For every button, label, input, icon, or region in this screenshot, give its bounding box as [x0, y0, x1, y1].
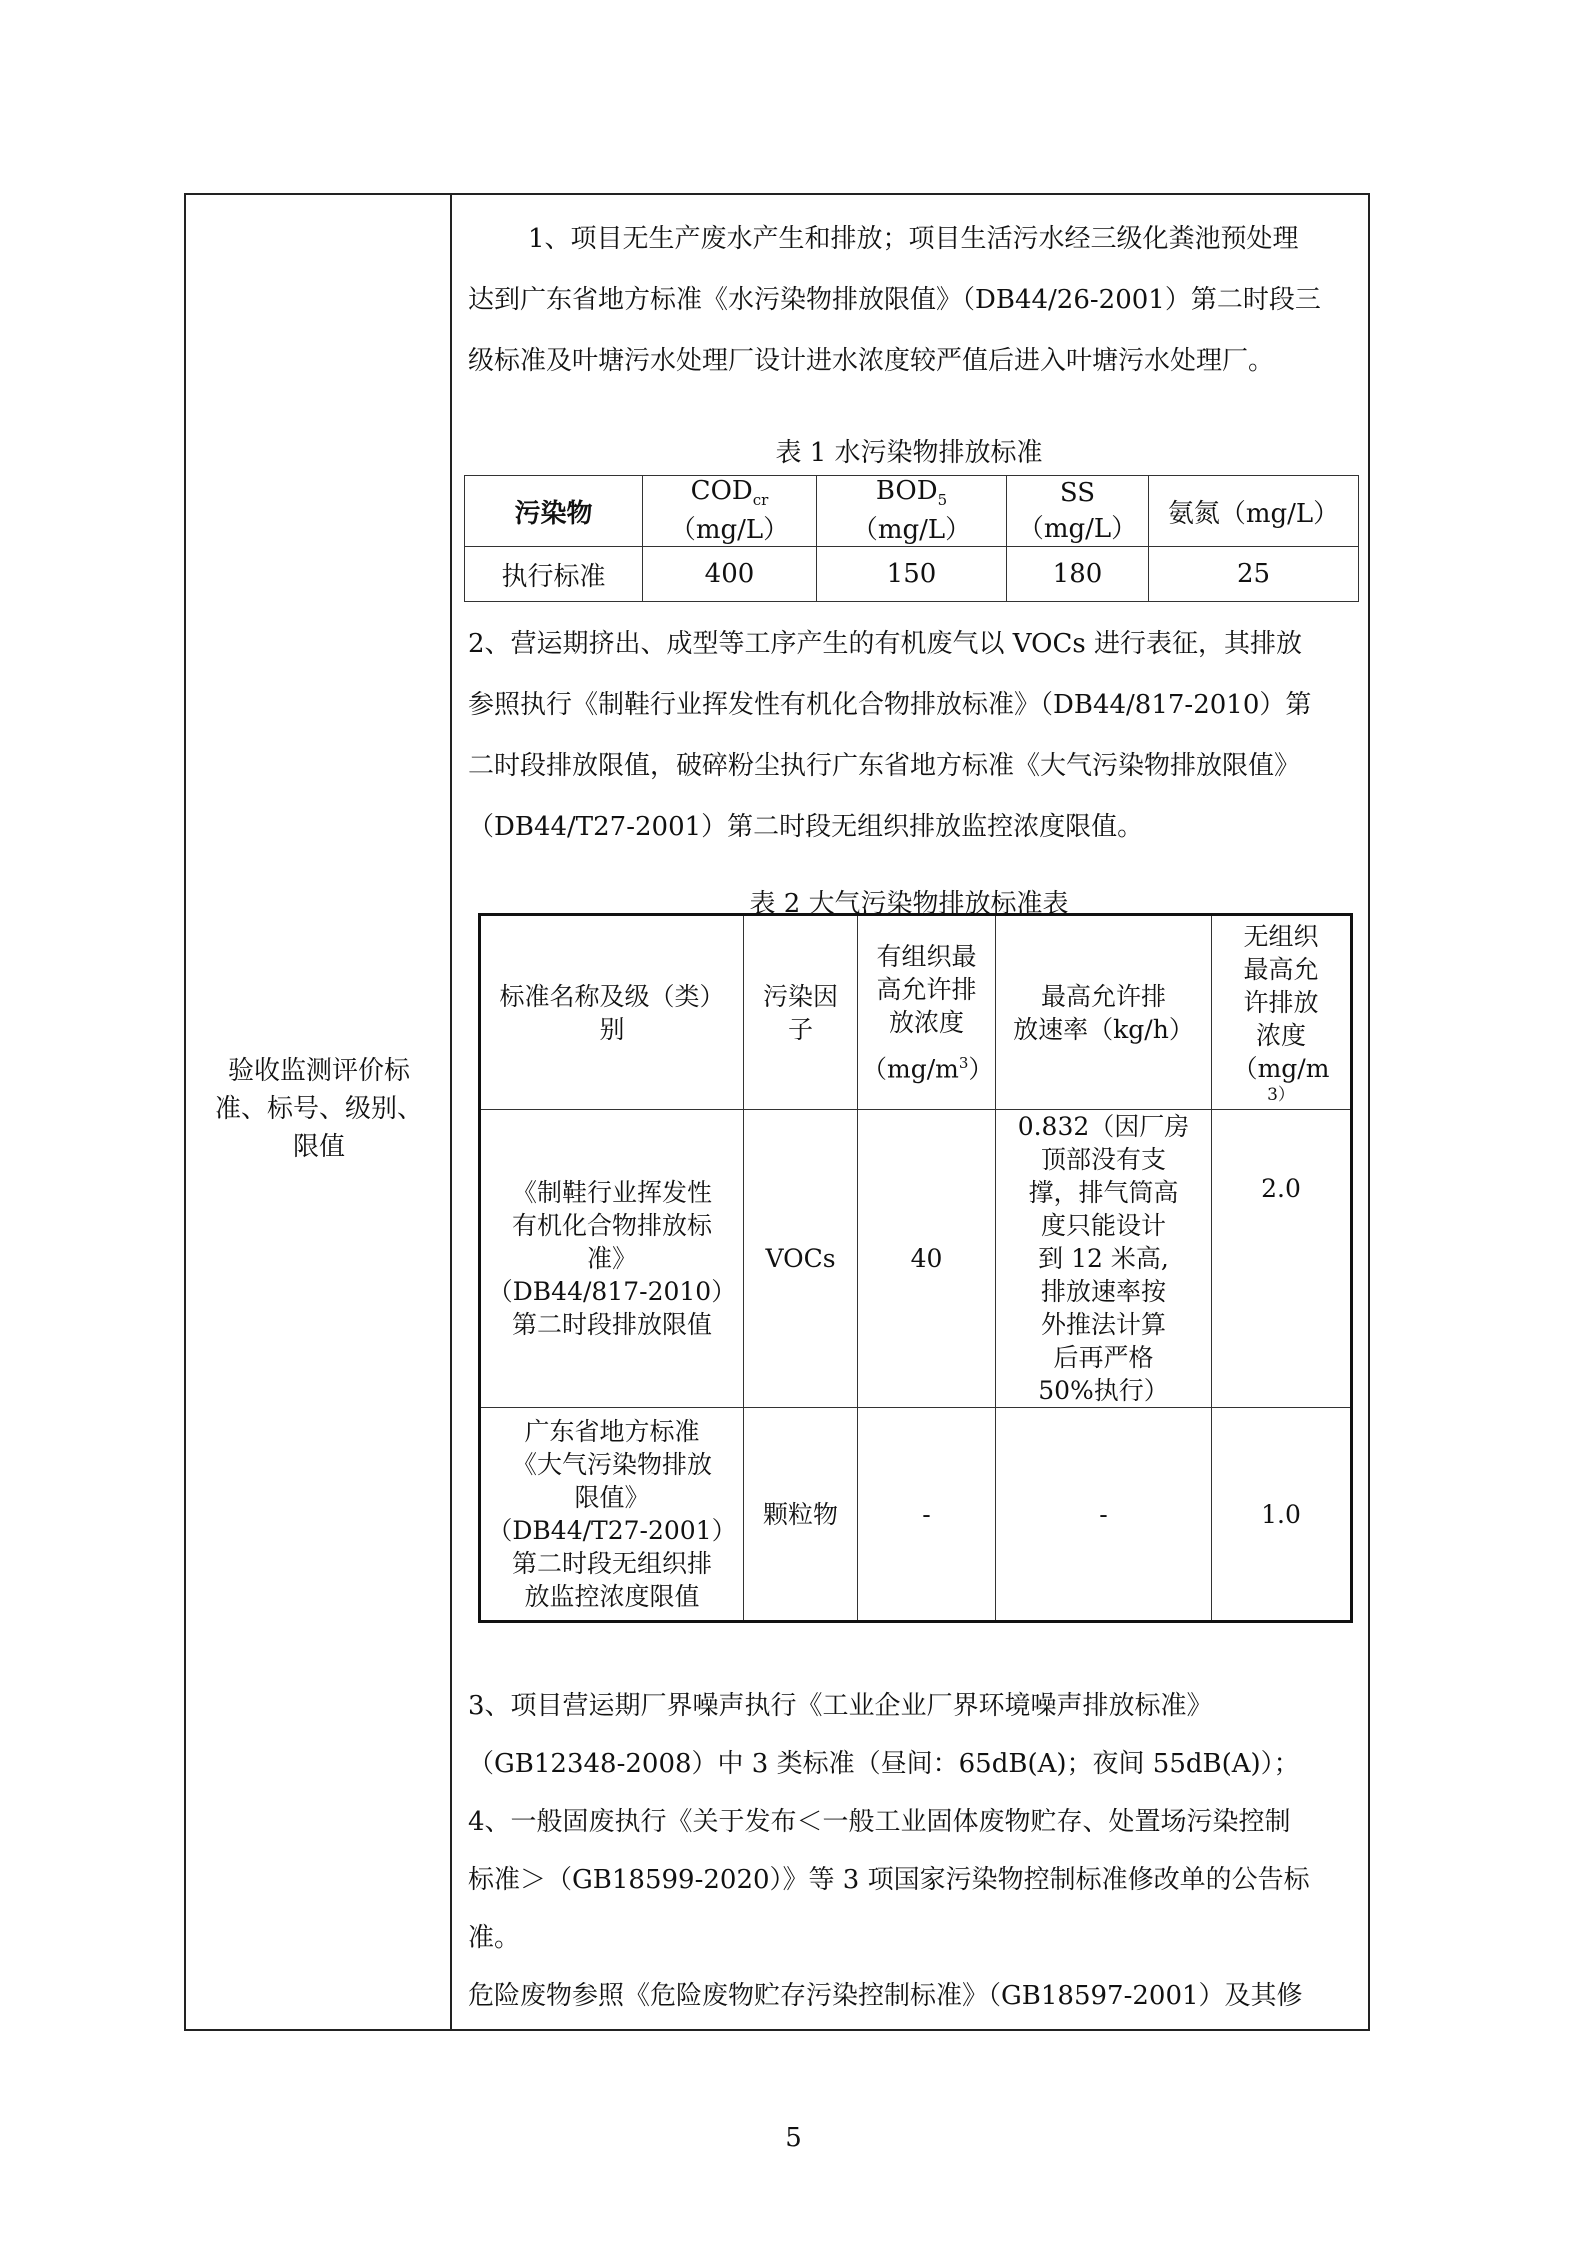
header-cell: 氨氮（mg/L）: [1149, 476, 1359, 547]
text-line: 参照执行《制鞋行业挥发性有机化合物排放标准》（DB44/817-2010）第: [468, 690, 1312, 720]
text-line: 准。: [468, 1923, 521, 1953]
table-header-row: [480, 915, 1352, 1110]
table-cell: 《制鞋行业挥发性 有机化合物排放标 准》 （DB44/817-2010） 第二时段排放限值: [480, 1110, 744, 1408]
text-line: 级标准及叶塘污水处理厂设计进水浓度较严值后进入叶塘污水处理厂。: [468, 346, 1275, 376]
text-line: 达到广东省地方标准《水污染物排放限值》（DB44/26-2001）第二时段三: [468, 285, 1321, 315]
text-line: 2、营运期挤出、成型等工序产生的有机废气以 VOCs 进行表征，其排放: [468, 629, 1302, 659]
text-line: 1、项目无生产废水产生和排放；项目生活污水经三级化粪池预处理: [528, 224, 1299, 254]
text-line: （DB44/T27-2001）第二时段无组织排放监控浓度限值。: [468, 812, 1144, 842]
water-pollutant-table: [464, 475, 1359, 602]
text-line: 标准＞（GB18599-2020）》等 3 项国家污染物控制标准修改单的公告标: [468, 1865, 1310, 1895]
table-cell: 400: [643, 547, 817, 602]
header-cell: SS （mg/L）: [1007, 476, 1149, 547]
header-cell: $COD_{cr}$ （mg/L）: [643, 476, 817, 547]
header-cell: 有组织最 高允许排 放浓度 $(mg/m^3)$: [858, 915, 996, 1110]
table-row: [465, 547, 1359, 602]
table1-caption: 表 1 水污染物排放标准: [775, 438, 1043, 468]
air-pollutant-table: [478, 913, 1353, 1623]
text-line: 二时段排放限值，破碎粉尘执行广东省地方标准《大气污染物排放限值》: [468, 751, 1301, 781]
table-cell: 25: [1149, 547, 1359, 602]
table-cell: 2.0: [1212, 1110, 1352, 1408]
table2-caption: 表 2 大气污染物排放标准表: [749, 889, 1069, 919]
header-cell: 污染物: [465, 476, 643, 547]
header-cell: 标准名称及级（类） 别: [480, 915, 744, 1110]
table-cell: 广东省地方标准 《大气污染物排放 限值》 （DB44/T27-2001） 第二时段无组织排 放监控浓度限值: [480, 1408, 744, 1622]
row-label-line: 准、标号、级别、: [214, 1094, 423, 1124]
table-cell: -: [858, 1408, 996, 1622]
table-cell: 150: [817, 547, 1007, 602]
text-line: 3、项目营运期厂界噪声执行《工业企业厂界环境噪声排放标准》: [468, 1691, 1213, 1721]
paragraph-3: [468, 1677, 1358, 2025]
header-cell: 无组织 最高允 许排放 浓度 （mg/m 3）: [1212, 915, 1352, 1110]
header-cell: $BOD_5(mg/L)$: [817, 476, 1007, 547]
table-cell: 180: [1007, 547, 1149, 602]
table-cell: 40: [858, 1110, 996, 1408]
text-line: 4、一般固废执行《关于发布＜一般工业固体废物贮存、处置场污染控制: [468, 1807, 1291, 1837]
row-label-line: 验收监测评价标: [227, 1056, 410, 1086]
page-number: 5: [785, 2123, 802, 2153]
table-cell: 执行标准: [465, 547, 643, 602]
table-header-row: [465, 476, 1359, 547]
text-line: （GB12348-2008）中 3 类标准（昼间：65dB(A)；夜间 55dB(A)）；: [468, 1749, 1300, 1779]
table-cell: -: [996, 1408, 1212, 1622]
header-cell: 最高允许排 放速率（kg/h）: [996, 915, 1212, 1110]
table-row: [480, 1408, 1352, 1622]
paragraph-2: [468, 614, 1358, 858]
header-cell: 污染因 子: [744, 915, 858, 1110]
row-label-line: 限值: [292, 1132, 345, 1162]
table-cell: 0.832（因厂房 顶部没有支 撑，排气筒高 度只能设计 到 12 米高, 排放速率按 外推法计算 后再严格 50%执行）: [996, 1110, 1212, 1408]
row-label: [186, 1052, 452, 1166]
table-cell: 颗粒物: [744, 1408, 858, 1622]
table-cell: 1.0: [1212, 1408, 1352, 1622]
paragraph-1: [468, 209, 1353, 392]
label-cell: [186, 195, 452, 2029]
text-line: 危险废物参照《危险废物贮存污染控制标准》（GB18597-2001）及其修: [468, 1981, 1303, 2011]
table-row: [480, 1110, 1352, 1408]
table-cell: VOCs: [744, 1110, 858, 1408]
